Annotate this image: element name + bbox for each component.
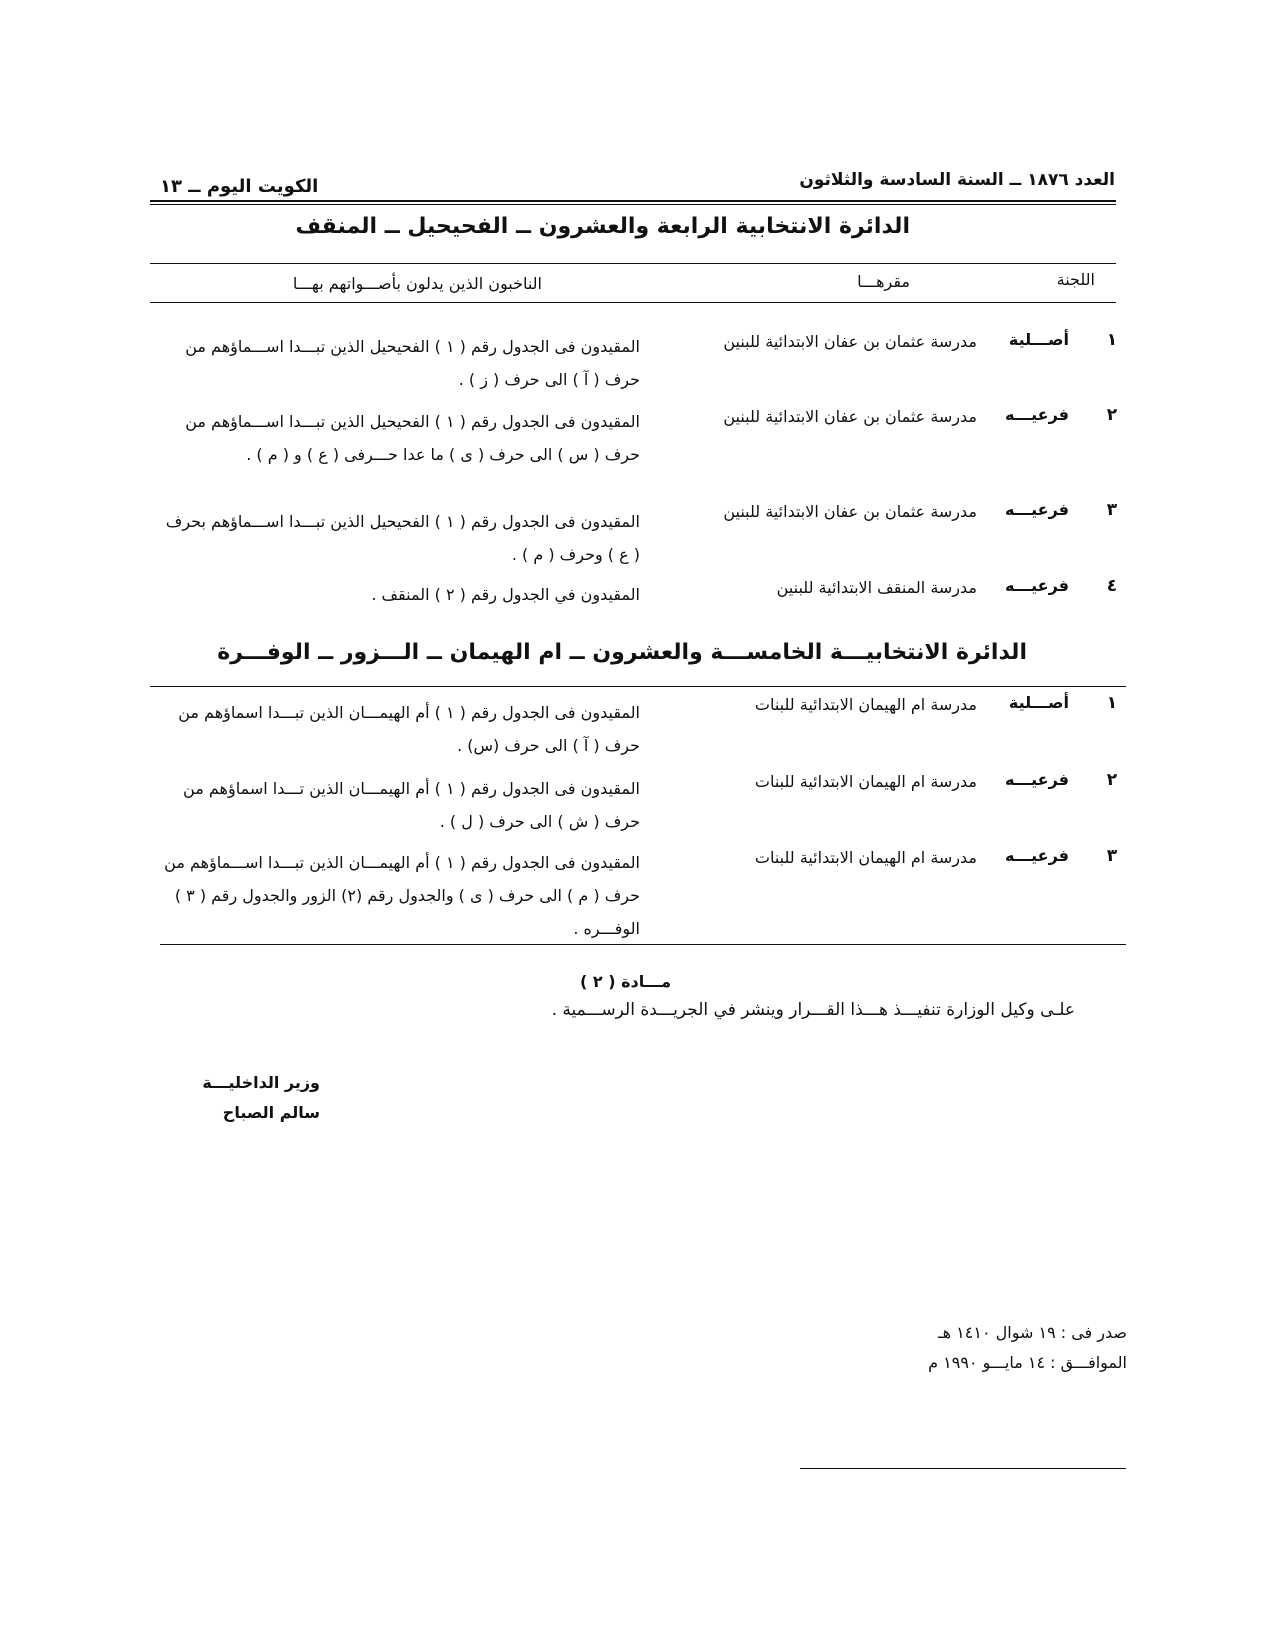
issued-gregorian: الموافـــق : ١٤ مايـــو ١٩٩٠ م bbox=[928, 1353, 1127, 1372]
col-venue: مقرهـــا bbox=[857, 272, 910, 291]
row-voters: المقيدون فى الجدول رقم ( ١ ) الفحيحيل الذين تبـــدا اســـماؤهم من حرف ( آ ) الى حرف ( ز ) . bbox=[185, 337, 640, 389]
row-number: ٢ bbox=[1106, 770, 1118, 790]
row-voters: المقيدون فى الجدول رقم ( ١ ) الفحيحيل الذين تبـــدا اســـماؤهم بحرف ( ع ) وحرف ( م ) . bbox=[165, 512, 640, 564]
row-venue: مدرسة عثمان بن عفان الابتدائية للبنين bbox=[723, 502, 977, 521]
row-number: ٤ bbox=[1106, 576, 1118, 596]
row-number: ١ bbox=[1106, 693, 1118, 713]
issued-hijri: صدر فى : ١٩ شوال ١٤١٠ هـ bbox=[937, 1323, 1127, 1342]
article-text: علـى وكيل الوزارة تنفيـــذ هـــذا القـــرار وينشر في الجريـــدة الرســـمية . bbox=[551, 1000, 1075, 1020]
minister-name: سالم الصباح bbox=[222, 1103, 320, 1122]
row-type: فرعيـــه bbox=[1005, 846, 1069, 865]
row-voters: المقيدون في الجدول رقم ( ٢ ) المنقف . bbox=[371, 585, 640, 604]
district-25-title: الدائرة الانتخابيـــة الخامســـة والعشرون ــ ام الهيمان ــ الـــزور ــ الوفـــرة bbox=[217, 640, 1027, 665]
minister-title: وزير الداخليـــة bbox=[202, 1073, 320, 1092]
issue-header: العدد ١٨٧٦ ــ السنة السادسة والثلاثون bbox=[799, 170, 1115, 190]
row-type: فرعيـــه bbox=[1005, 576, 1069, 595]
issued-block bbox=[827, 1318, 1127, 1378]
rule-bottom-25 bbox=[160, 944, 1126, 945]
row-number: ٢ bbox=[1106, 405, 1118, 425]
row-type: أصـــلية bbox=[1008, 330, 1069, 349]
rule-header-24 bbox=[150, 302, 1116, 303]
signature-block bbox=[190, 1068, 320, 1128]
row-voters: المقيدون فى الجدول رقم ( ١ ) أم الهيمـــان الذين تبـــدا اسماؤهم من حرف ( آ ) الى حرف (س) . bbox=[178, 703, 640, 755]
row-venue: مدرسة ام الهيمان الابتدائية للبنات bbox=[754, 695, 977, 714]
row-type: فرعيـــه bbox=[1005, 500, 1069, 519]
rule-top-25 bbox=[150, 686, 1126, 687]
row-venue: مدرسة ام الهيمان الابتدائية للبنات bbox=[754, 848, 977, 867]
row-venue: مدرسة عثمان بن عفان الابتدائية للبنين bbox=[723, 332, 977, 351]
rule-top-24 bbox=[150, 263, 1116, 264]
row-voters: المقيدون فى الجدول رقم ( ١ ) أم الهيمـــان الذين تـــدا اسماؤهم من حرف ( ش ) الى حرف ( ل ) . bbox=[183, 779, 640, 831]
row-number: ٣ bbox=[1106, 846, 1118, 866]
article-heading: مـــادة ( ٢ ) bbox=[580, 972, 672, 991]
col-voters: الناخبون الذين يدلون بأصـــواتهم بهـــا bbox=[292, 274, 542, 293]
row-type: أصـــلية bbox=[1008, 693, 1069, 712]
row-voters: المقيدون فى الجدول رقم ( ١ ) أم الهيمـــان الذين تبـــدا اســـماؤهم من حرف ( م ) الى حرف ( ى ) والجدول رقم (٢) الزور والجدول رقم ( ٣ ) الوفـــره . bbox=[164, 853, 640, 938]
footer-rule bbox=[800, 1468, 1126, 1469]
col-committee: اللجنة bbox=[1056, 270, 1095, 289]
row-venue: مدرسة عثمان بن عفان الابتدائية للبنين bbox=[723, 407, 977, 426]
district-24-title: الدائرة الانتخابية الرابعة والعشرون ــ الفحيحيل ــ المنقف bbox=[295, 214, 910, 239]
row-venue: مدرسة ام الهيمان الابتدائية للبنات bbox=[754, 772, 977, 791]
gazette-header: الكويت اليوم ــ ١٣ bbox=[160, 176, 319, 197]
row-venue: مدرسة المنقف الابتدائية للبنين bbox=[776, 578, 977, 597]
row-type: فرعيـــه bbox=[1005, 770, 1069, 789]
row-number: ٣ bbox=[1106, 500, 1118, 520]
row-number: ١ bbox=[1106, 330, 1118, 350]
header-rule bbox=[150, 200, 1116, 205]
row-type: فرعيـــه bbox=[1005, 405, 1069, 424]
row-voters: المقيدون فى الجدول رقم ( ١ ) الفحيحيل الذين تبـــدا اســـماؤهم من حرف ( س ) الى حرف ( ى ) ما عدا حـــرفى ( ع ) و ( م ) . bbox=[185, 412, 640, 464]
